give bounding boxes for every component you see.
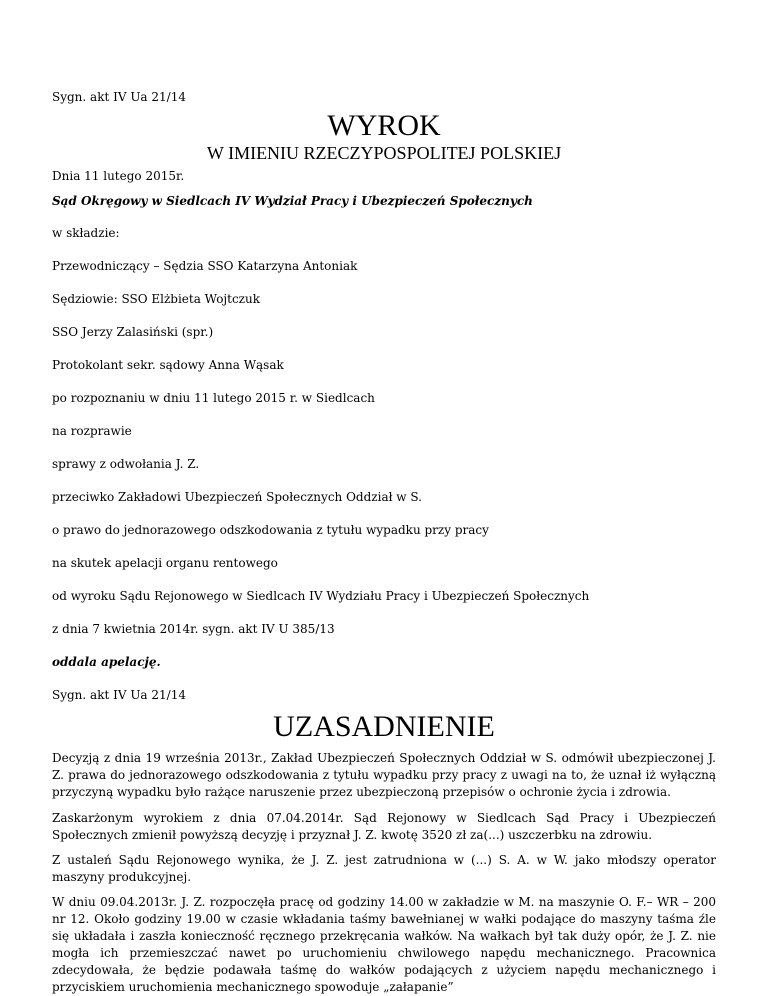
case-signature-top: Sygn. akt IV Ua 21/14 xyxy=(52,90,186,104)
case-line: sprawy z odwołania J. Z. xyxy=(52,457,200,471)
document-title: WYROK xyxy=(327,109,441,142)
judgment-date-line: z dnia 7 kwietnia 2014r. sygn. akt IV U 385/13 xyxy=(52,622,335,636)
document-subtitle: W IMIENIU RZECZYPOSPOLITEJ POLSKIEJ xyxy=(206,143,562,163)
case-signature-2: Sygn. akt IV Ua 21/14 xyxy=(52,688,186,702)
judge-2-line: SSO Jerzy Zalasiński (spr.) xyxy=(52,325,214,339)
justification-paragraph-3: Z ustaleń Sądu Rejonowego wynika, że J. Z. jest zatrudniona w (...) S. A. w W. jako młodszy operator maszyny produkcyjnej. xyxy=(52,853,716,884)
from-judgment-line: od wyroku Sądu Rejonowego w Siedlcach IV Wydziału Pracy i Ubezpieczeń Społecznych xyxy=(52,589,590,603)
justification-paragraph-1: Decyzją z dnia 19 września 2013r., Zakład Ubezpieczeń Społecznych Oddział w S. odmówił ubezpieczonej J. Z. prawa do jednorazowego odszkodowania z tytułu wypadku przy pracy z uwagi na to, że uznał iż wyłączną przyczyną wypadku było rażące naruszenie przez ubezpieczoną przepisów o ochronie życia i zdrowia. xyxy=(52,751,716,799)
judgment-date: Dnia 11 lutego 2015r. xyxy=(52,169,185,183)
appeal-line: na skutek apelacji organu rentowego xyxy=(52,556,278,570)
subject-line: o prawo do jednorazowego odszkodowania z tytułu wypadku przy pracy xyxy=(52,523,489,537)
hearing-line: po rozpoznaniu w dniu 11 lutego 2015 r. w Siedlcach xyxy=(52,391,375,405)
chairman-line: Przewodniczący – Sędzia SSO Katarzyna Antoniak xyxy=(52,259,358,273)
justification-paragraph-2: Zaskarżonym wyrokiem z dnia 07.04.2014r. Sąd Rejonowy w Siedlcach Sąd Pracy i Ubezpieczeń Społecznych zmienił powyższą decyzję i przyznał J. Z. kwotę 3520 zł za(...) uszczerbku na zdrowiu. xyxy=(52,811,716,842)
justification-title: UZASADNIENIE xyxy=(273,710,495,743)
judges-line: Sędziowie: SSO Elżbieta Wojtczuk xyxy=(52,292,261,306)
against-line: przeciwko Zakładowi Ubezpieczeń Społecznych Oddział w S. xyxy=(52,490,422,504)
justification-paragraph-4: W dniu 09.04.2013r. J. Z. rozpoczęła pracę od godziny 14.00 w zakładzie w M. na maszynie O. F.– WR – 200 nr 12. Około godziny 19.00 w czasie wkładania taśmy bawełnianej w wałki podające do maszyny taśma źle się układała i zaszła konieczność ręcznego przekręcania wałków. Na wałkach był tak duży opór, że J. Z. nie mogła ich przemieszczać nawet po uruchomieniu chwilowego napędu mechanicznego. Pracownica zdecydowała, że będzie podawała taśmę do wałków podających z użyciem napędu mechanicznego i przyciskiem uruchomienia mechanicznego spowoduje „załapanie” xyxy=(52,895,716,994)
composition-label: w składzie: xyxy=(52,226,120,240)
session-line: na rozprawie xyxy=(52,424,132,438)
clerk-line: Protokolant sekr. sądowy Anna Wąsak xyxy=(52,358,284,372)
court-name: Sąd Okręgowy w Siedlcach IV Wydział Pracy i Ubezpieczeń Społecznych xyxy=(52,194,533,208)
verdict: oddala apelację. xyxy=(52,655,161,669)
